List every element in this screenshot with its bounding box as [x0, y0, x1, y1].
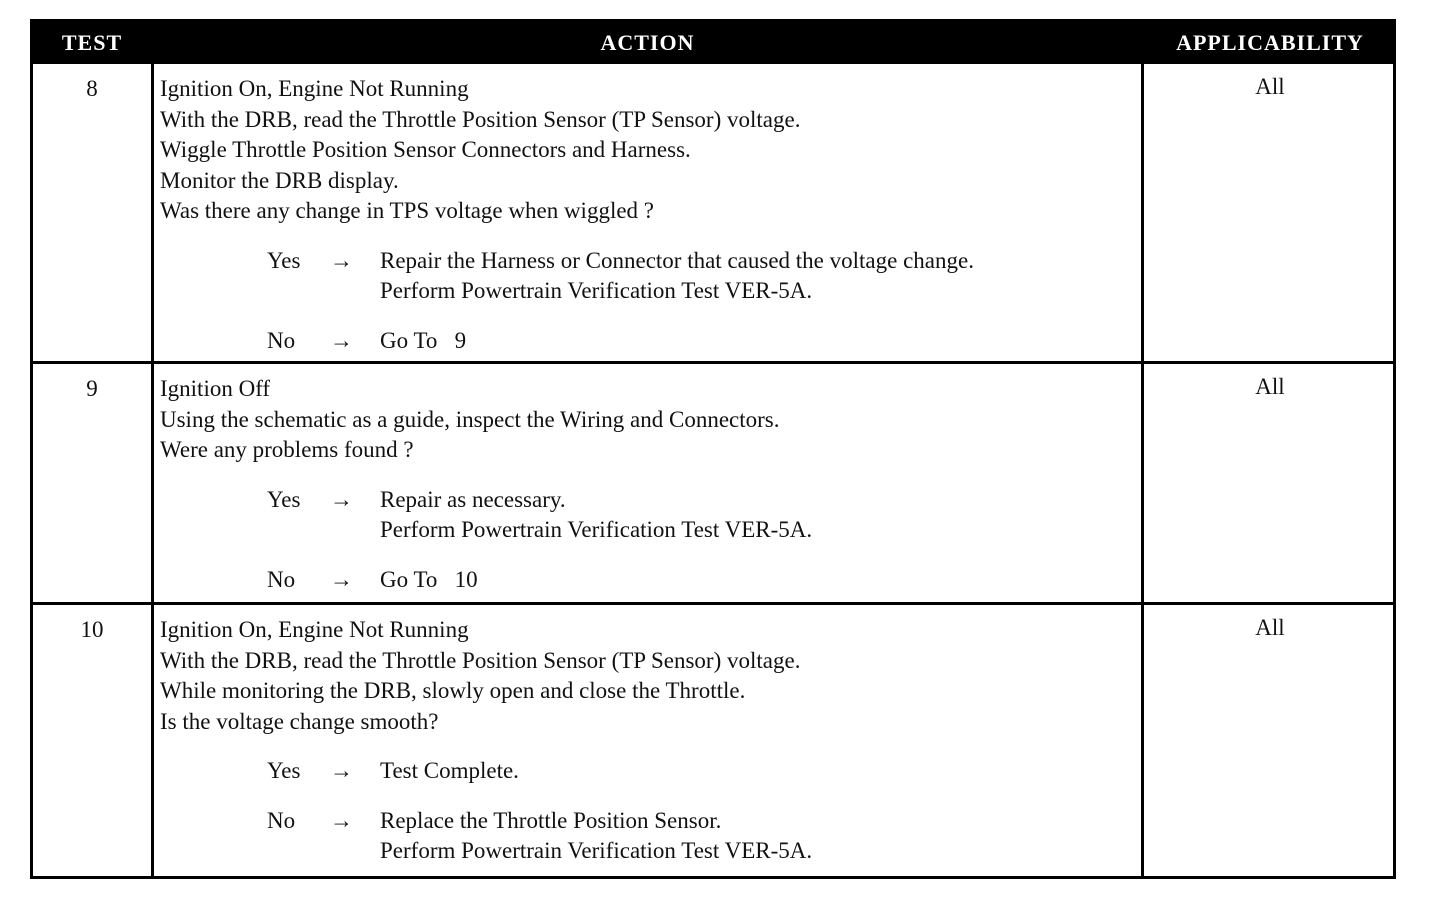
- action-line: Wiggle Throttle Position Sensor Connectors and Harness.: [160, 137, 691, 162]
- yes-text: Repair the Harness or Connector that caused the voltage change.: [380, 247, 974, 273]
- yes-text: Test Complete.: [380, 758, 519, 783]
- action-line: Is the voltage change smooth?: [160, 708, 439, 734]
- header-applicability: APPLICABILITY: [1176, 30, 1364, 55]
- yes-label: Yes: [267, 247, 301, 273]
- action-line: While monitoring the DRB, slowly open and close the Throttle.: [160, 678, 746, 703]
- no-response: [160, 326, 1136, 357]
- yes-text: Repair as necessary.: [380, 486, 566, 512]
- no-text: Go To 9: [380, 327, 467, 353]
- action-line: Were any problems found ?: [160, 437, 414, 462]
- action-line: Ignition Off: [160, 376, 271, 401]
- table-row-test-8: [33, 64, 1393, 361]
- test-number: 8: [86, 76, 98, 101]
- arrow-icon: →: [330, 758, 353, 783]
- arrow-icon: →: [330, 327, 353, 353]
- action-line: With the DRB, read the Throttle Position Sensor (TP Sensor) voltage.: [160, 106, 801, 132]
- no-response: [160, 565, 1136, 596]
- arrow-icon: →: [330, 247, 353, 273]
- no-label: No: [267, 566, 296, 592]
- no-text: Replace the Throttle Position Sensor.: [380, 807, 722, 833]
- table-row-test-9: [33, 364, 1393, 602]
- table-header: [33, 22, 1393, 64]
- no-label: No: [267, 327, 296, 353]
- header-action: ACTION: [600, 30, 695, 55]
- action-cell: [160, 74, 1136, 356]
- action-line: Using the schematic as a guide, inspect the Wiring and Connectors.: [160, 406, 780, 432]
- diagnostic-table: [30, 19, 1396, 879]
- arrow-icon: →: [330, 566, 353, 592]
- test-number: 9: [86, 376, 98, 401]
- yes-response: [160, 485, 1136, 516]
- applicability-cell: All: [1255, 615, 1285, 640]
- yes-text-continued: Perform Powertrain Verification Test VER-5A.: [380, 517, 813, 542]
- yes-response: [160, 756, 1136, 787]
- action-line: Ignition On, Engine Not Running: [160, 76, 469, 101]
- arrow-icon: →: [330, 486, 353, 512]
- applicability-cell: All: [1255, 374, 1285, 399]
- no-text-continued: Perform Powertrain Verification Test VER-5A.: [380, 838, 813, 863]
- yes-label: Yes: [267, 486, 301, 512]
- no-text: Go To 10: [380, 566, 478, 592]
- no-label: No: [267, 807, 296, 833]
- action-line: Was there any change in TPS voltage when wiggled ?: [160, 198, 655, 223]
- action-line: Ignition On, Engine Not Running: [160, 617, 469, 642]
- yes-text-continued: Perform Powertrain Verification Test VER-5A.: [380, 278, 813, 303]
- header-test: TEST: [61, 30, 123, 55]
- action-cell: [160, 374, 1136, 595]
- yes-response: [160, 246, 1136, 277]
- action-line: Monitor the DRB display.: [160, 167, 399, 193]
- yes-label: Yes: [267, 758, 301, 783]
- test-number: 10: [80, 617, 104, 642]
- no-response: [160, 806, 1136, 837]
- arrow-icon: →: [330, 807, 353, 833]
- applicability-cell: All: [1255, 74, 1285, 99]
- table-row-test-10: [33, 605, 1393, 876]
- action-cell: [160, 615, 1136, 867]
- action-line: With the DRB, read the Throttle Position Sensor (TP Sensor) voltage.: [160, 647, 801, 673]
